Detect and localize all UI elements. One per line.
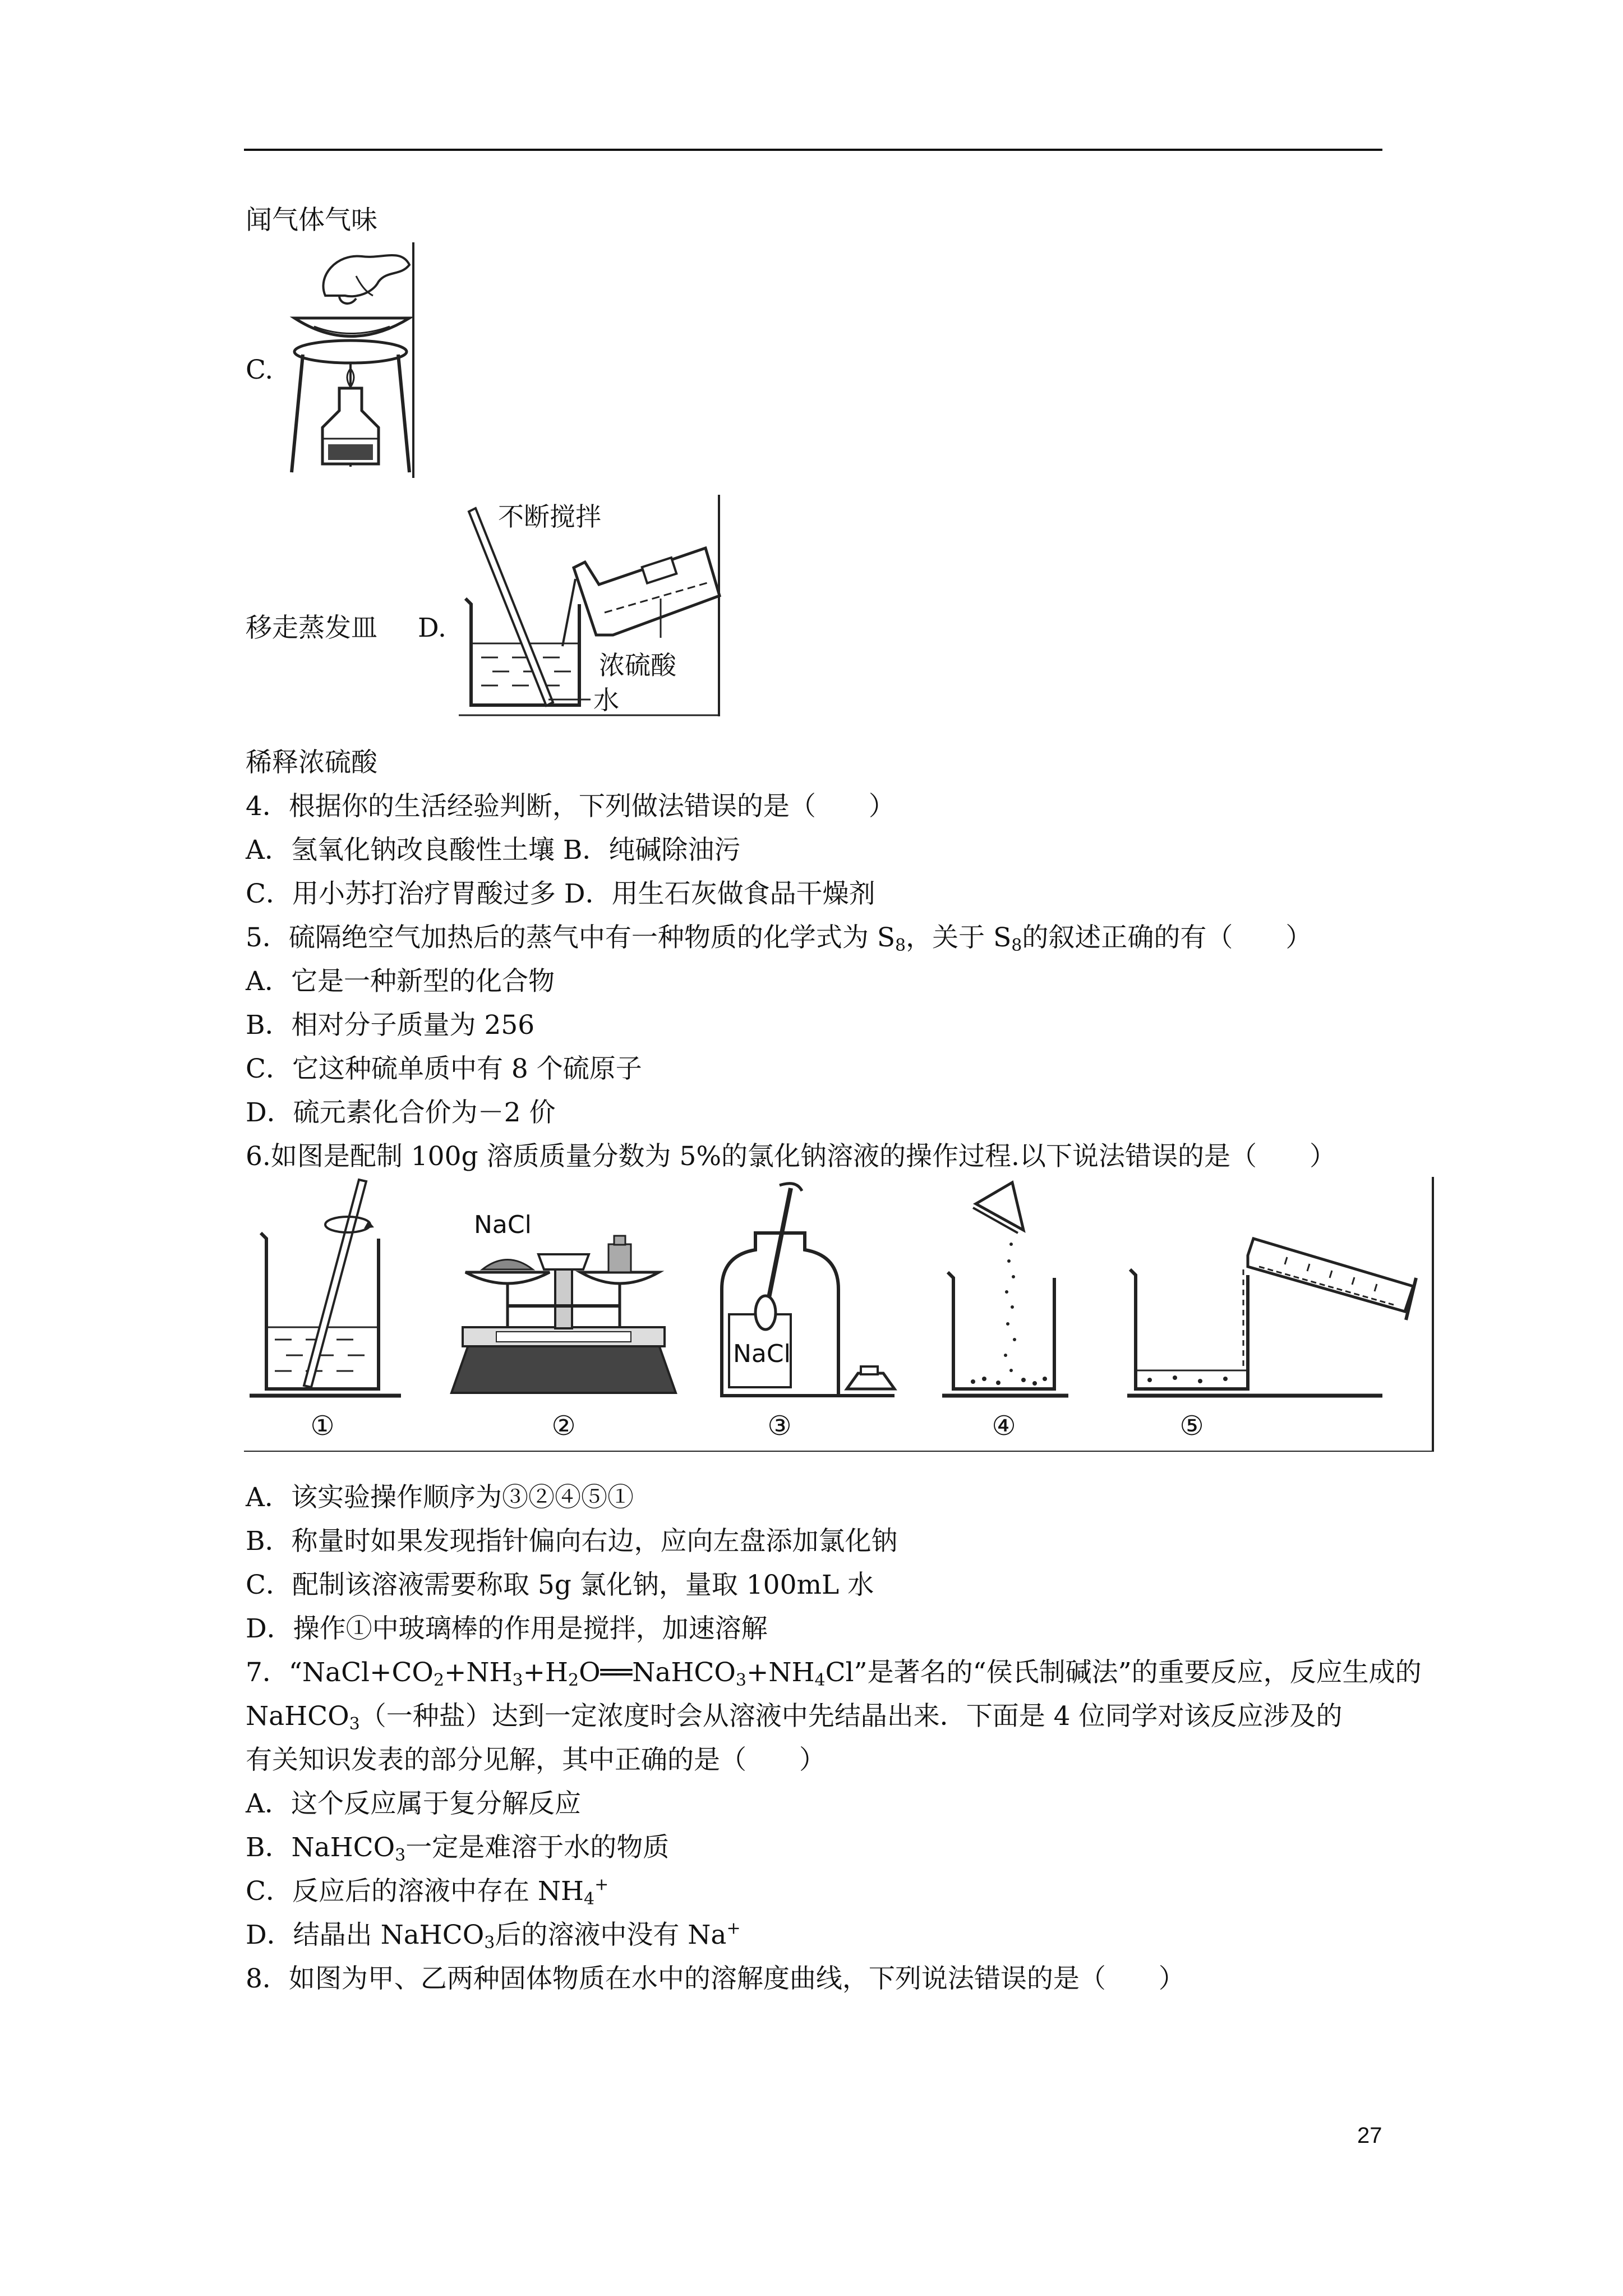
q5-option-d: D．硫元素化合价为－2 价 bbox=[246, 1097, 556, 1128]
step2-weighing-figure bbox=[451, 1211, 676, 1393]
label-water: 水 bbox=[593, 685, 619, 715]
step-number-3: ③ bbox=[767, 1410, 792, 1442]
figure-dilute-sulfuric-acid bbox=[459, 495, 722, 722]
q4-options-row1: A．氢氧化钠改良酸性土壤 B．纯碱除油污 bbox=[246, 835, 741, 866]
q7-option-d: D．结晶出 NaHCO$_3$后的溶液中没有 Na+ bbox=[246, 1918, 741, 1953]
header-rule bbox=[244, 149, 1382, 151]
label-nacl-jar: NaCl bbox=[733, 1340, 791, 1368]
step3-take-nacl-figure bbox=[722, 1184, 895, 1396]
step-number-4: ④ bbox=[992, 1410, 1016, 1442]
q4-options-row2: C．用小苏打治疗胃酸过多 D．用生石灰做食品干燥剂 bbox=[246, 878, 875, 909]
q7-stem-line3: 有关知识发表的部分见解，其中正确的是（ ） bbox=[246, 1745, 826, 1775]
figure-evaporating-dish bbox=[283, 242, 418, 478]
q6-stem: 6.如图是配制 100g 溶质质量分数为 5%的氯化钠溶液的操作过程.以下说法错误的是（ ） bbox=[246, 1141, 1336, 1172]
label-nacl-balance: NaCl bbox=[474, 1211, 532, 1239]
q7-option-b: B．NaHCO$_3$一定是难溶于水的物质 bbox=[246, 1832, 670, 1865]
q6-option-c: C．配制该溶液需要称取 5g 氯化钠，量取 100mL 水 bbox=[246, 1570, 874, 1600]
q3-option-d-caption: 稀释浓硫酸 bbox=[246, 747, 377, 778]
step-number-5: ⑤ bbox=[1179, 1410, 1204, 1442]
q5-option-a: A．它是一种新型的化合物 bbox=[246, 966, 555, 997]
q5-stem: 5．硫隔绝空气加热后的蒸气中有一种物质的化学式为 $S_8$，关于 $S_8$的叙述正确的有（ ） bbox=[246, 922, 1312, 955]
q6-option-b: B．称量时如果发现指针偏向右边，应向左盘添加氯化钠 bbox=[246, 1526, 898, 1557]
q7-stem-line1: 7．“$NaCl+CO_2+NH_3+H_2O══NaHCO_3+NH_4Cl$”是著名的“侯氏制碱法”的重要反应，反应生成的 bbox=[246, 1657, 1422, 1690]
q5-option-c: C．它这种硫单质中有 8 个硫原子 bbox=[246, 1053, 642, 1084]
step4-pour-solid-figure bbox=[942, 1182, 1068, 1396]
q3-option-b-caption: 闻气体气味 bbox=[246, 205, 377, 236]
q3-option-c-label: C. bbox=[246, 355, 274, 385]
figure-solution-preparation-steps bbox=[244, 1177, 1436, 1457]
q7-option-a: A．这个反应属于复分解反应 bbox=[246, 1788, 581, 1819]
label-conc-acid: 浓硫酸 bbox=[599, 650, 676, 680]
q3-option-d-label: D. bbox=[418, 613, 446, 643]
q7-option-c: C．反应后的溶液中存在 $NH_4^+$ bbox=[246, 1875, 609, 1909]
page-number: 27 bbox=[1357, 2123, 1382, 2148]
label-stir: 不断搅拌 bbox=[498, 501, 601, 532]
q6-option-d: D．操作①中玻璃棒的作用是搅拌，加速溶解 bbox=[246, 1613, 768, 1644]
q7-stem-line2: NaHCO$_3$（一种盐）达到一定浓度时会从溶液中先结晶出来．下面是 4 位同学对该反应涉及的 bbox=[246, 1701, 1343, 1734]
step1-stirring-figure bbox=[250, 1180, 401, 1396]
step5-pour-water-figure bbox=[1127, 1239, 1416, 1396]
step-number-2: ② bbox=[551, 1410, 576, 1442]
q5-option-b: B．相对分子质量为 256 bbox=[246, 1010, 535, 1041]
q8-stem: 8．如图为甲、乙两种固体物质在水中的溶解度曲线，下列说法错误的是（ ） bbox=[246, 1963, 1185, 1994]
step-number-1: ① bbox=[310, 1410, 335, 1442]
q6-option-a: A．该实验操作顺序为③②④⑤① bbox=[246, 1482, 634, 1513]
q4-stem: 4．根据你的生活经验判断，下列做法错误的是（ ） bbox=[246, 791, 895, 822]
q3-option-c-caption: 移走蒸发皿 bbox=[246, 613, 377, 643]
